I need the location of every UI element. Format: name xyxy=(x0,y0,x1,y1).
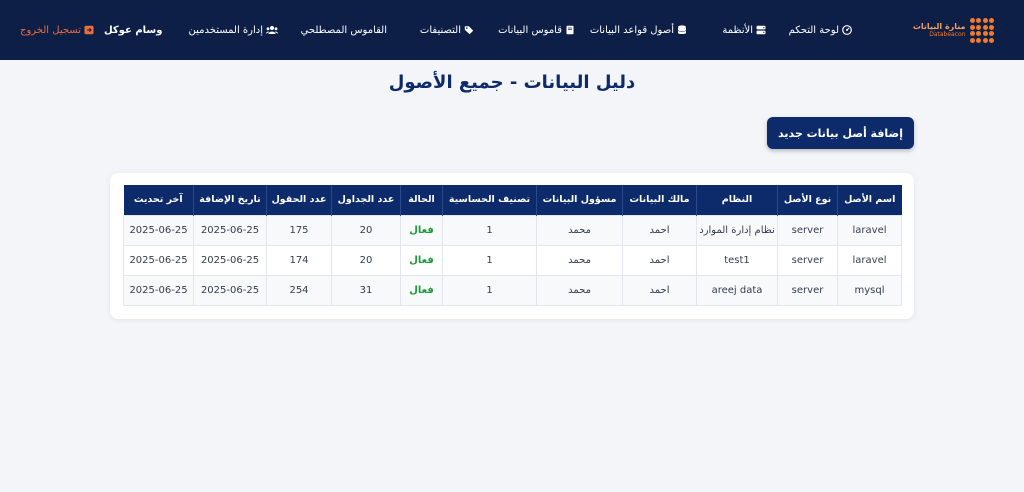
col-header-data-owner[interactable]: مالك البيانات xyxy=(623,185,697,215)
table-row[interactable] xyxy=(124,215,902,245)
assets-table xyxy=(123,185,902,306)
logout-link[interactable] xyxy=(20,22,94,38)
col-header-asset-name[interactable]: اسم الأصل xyxy=(838,185,902,215)
nav-dashboard-label: لوحة التحكم xyxy=(788,24,839,36)
col-header-field-count[interactable]: عدد الحقول xyxy=(267,185,332,215)
tachometer-icon xyxy=(842,25,852,35)
nav-dashboard[interactable] xyxy=(789,22,852,38)
cell-status: فعال xyxy=(401,215,443,245)
cell-status: فعال xyxy=(401,275,443,305)
col-header-data-steward[interactable]: مسؤول البيانات xyxy=(537,185,623,215)
cell-owner: احمد xyxy=(623,215,697,245)
col-header-status[interactable]: الحالة xyxy=(401,185,443,215)
sign-out-icon xyxy=(84,25,94,35)
tags-icon xyxy=(464,25,474,35)
col-header-table-count[interactable]: عدد الجداول xyxy=(332,185,401,215)
cell-sensitivity: 1 xyxy=(443,245,537,275)
cell-field-count: 175 xyxy=(267,215,332,245)
add-data-asset-button[interactable]: إضافة أصل بيانات جديد xyxy=(767,117,914,149)
nav-data-dictionary[interactable] xyxy=(498,22,575,38)
cell-table-count: 20 xyxy=(332,215,401,245)
page-title: دليل البيانات - جميع الأصول xyxy=(388,72,636,93)
cell-steward: محمد xyxy=(537,245,623,275)
server-icon xyxy=(756,25,766,35)
cell-table-count: 31 xyxy=(332,275,401,305)
cell-asset-name: laravel xyxy=(838,215,902,245)
users-icon xyxy=(266,25,278,35)
nav-glossary-label: القاموس المصطلحي xyxy=(300,24,387,36)
cell-date-added: 2025-06-25 xyxy=(194,275,267,305)
cell-owner: احمد xyxy=(623,245,697,275)
brand-name-ar: منارة البيانات xyxy=(912,21,966,31)
nav-user-management[interactable] xyxy=(189,22,279,38)
cell-date-added: 2025-06-25 xyxy=(194,245,267,275)
cell-asset-type: server xyxy=(778,215,838,245)
cell-steward: محمد xyxy=(537,275,623,305)
brand-name-en: Databeacon xyxy=(929,30,966,38)
table-header-row xyxy=(124,185,902,215)
nav-db-assets-label: أصول قواعد البيانات xyxy=(589,24,674,36)
table-row[interactable] xyxy=(124,245,902,275)
brand-dots-icon xyxy=(970,18,995,43)
col-header-asset-type[interactable]: نوع الأصل xyxy=(778,185,838,215)
cell-steward: محمد xyxy=(537,215,623,245)
logout-label: تسجيل الخروج xyxy=(20,24,82,36)
nav-user-management-label: إدارة المستخدمين xyxy=(188,24,263,36)
cell-sensitivity: 1 xyxy=(443,215,537,245)
cell-system: test1 xyxy=(697,245,778,275)
cell-last-updated: 2025-06-25 xyxy=(124,245,194,275)
col-header-date-added[interactable]: تاريخ الإضافة xyxy=(194,185,267,215)
nav-classifications-label: التصنيفات xyxy=(419,24,461,36)
cell-system: areej data xyxy=(697,275,778,305)
nav-classifications[interactable] xyxy=(420,22,474,38)
brand-logo[interactable] xyxy=(913,18,994,43)
nav-data-dictionary-label: قاموس البيانات xyxy=(498,24,562,36)
cell-system: نظام إدارة الموارد xyxy=(697,215,778,245)
cell-status: فعال xyxy=(401,245,443,275)
nav-systems-label: الأنظمة xyxy=(722,24,753,36)
cell-asset-type: server xyxy=(778,275,838,305)
col-header-system[interactable]: النظام xyxy=(697,185,778,215)
nav-systems[interactable] xyxy=(722,22,766,38)
col-header-last-updated[interactable]: آخر تحديث xyxy=(124,185,194,215)
col-header-sensitivity[interactable]: تصنيف الحساسية xyxy=(443,185,537,215)
table-row[interactable] xyxy=(124,275,902,305)
cell-asset-name: laravel xyxy=(838,245,902,275)
cell-date-added: 2025-06-25 xyxy=(194,215,267,245)
cell-asset-type: server xyxy=(778,245,838,275)
cell-last-updated: 2025-06-25 xyxy=(124,275,194,305)
cell-field-count: 254 xyxy=(267,275,332,305)
assets-table-card xyxy=(110,173,914,319)
top-navbar xyxy=(0,0,1024,60)
cell-asset-name: mysql xyxy=(838,275,902,305)
cell-field-count: 174 xyxy=(267,245,332,275)
database-icon xyxy=(677,25,687,35)
cell-owner: احمد xyxy=(623,275,697,305)
nav-db-assets[interactable] xyxy=(590,22,687,38)
cell-last-updated: 2025-06-25 xyxy=(124,215,194,245)
book-icon xyxy=(565,25,575,35)
nav-glossary[interactable] xyxy=(301,22,387,38)
cell-sensitivity: 1 xyxy=(443,275,537,305)
cell-table-count: 20 xyxy=(332,245,401,275)
current-user-name[interactable]: وسام عوكل xyxy=(104,24,163,36)
